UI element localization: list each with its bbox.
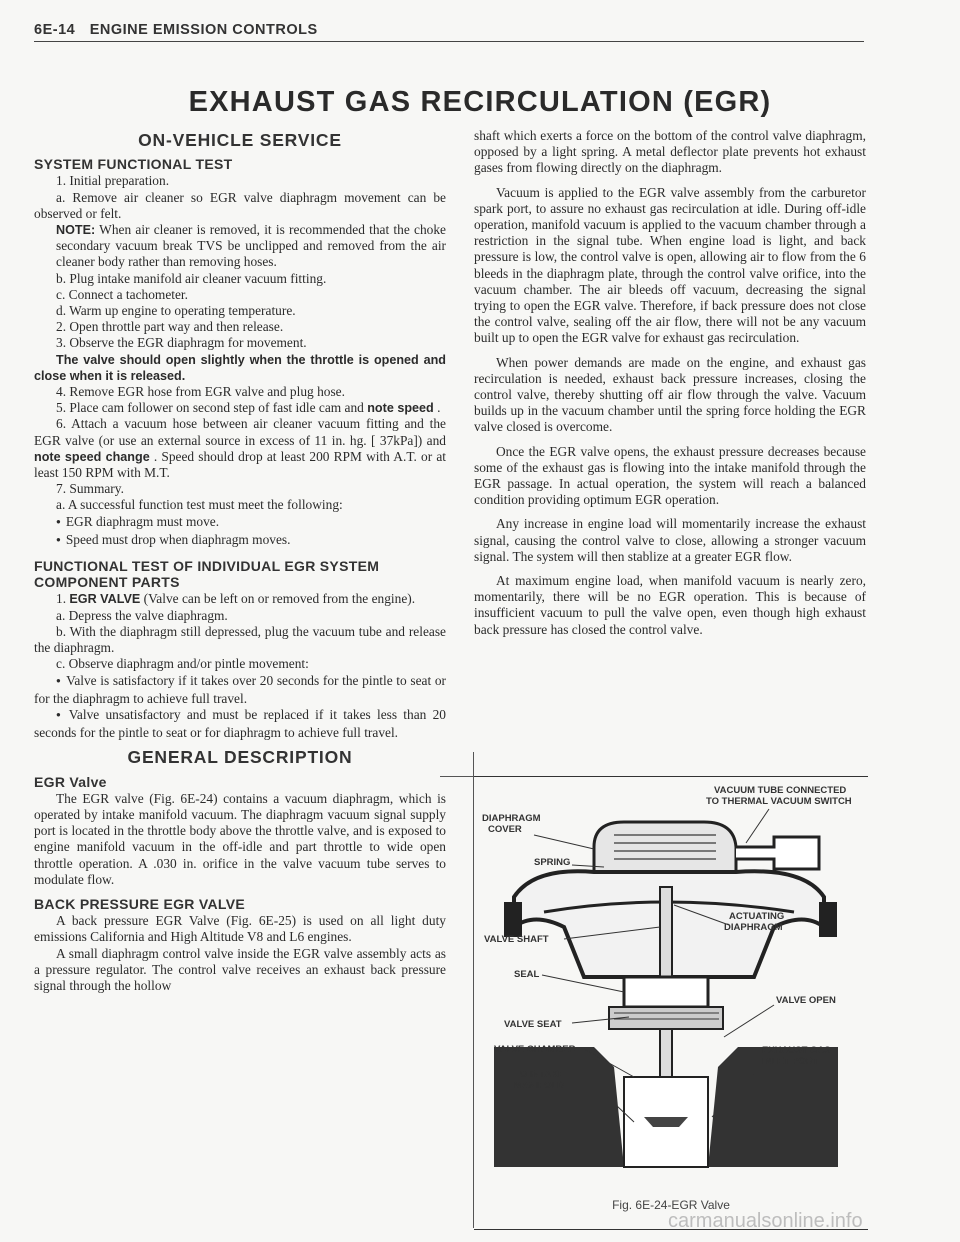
label-exhaust-1: EXHAUST GAS [762, 1045, 831, 1056]
label-valve-chamber: VALVE CHAMBER [494, 1044, 576, 1055]
heading-system-functional-test: SYSTEM FUNCTIONAL TEST [34, 156, 233, 173]
heading-egr-valve: EGR Valve [34, 773, 107, 790]
step-5-end: . [433, 400, 441, 416]
right-para-4: Once the EGR valve opens, the exhaust pressure decreases because some of the exhaust gas is flowing into the intake manifold through the EGR passage. In actual operation, the system will reach a balanced condition providing optimum EGR operation. [474, 443, 866, 508]
step-6-end: . Speed should drop at least 200 RPM with A.T. or at least 150 RPM with M.T. [34, 448, 446, 481]
test-c: c. Observe diaphragm and/or pintle movement: [56, 656, 309, 672]
bullet-satisfactory: ● Valve is satisfactory if it takes over 20 seconds for the pintle to seat or for the diaphragm to achieve full travel. [34, 673, 446, 707]
egr-valve-figure [474, 776, 868, 1230]
page-title: EXHAUST GAS RECIRCULATION (EGR) [188, 86, 772, 118]
note-speed: note speed [367, 401, 434, 416]
figure-divider-h [440, 776, 474, 777]
step-5 [34, 400, 446, 416]
step-4: 4. Remove EGR hose from EGR valve and plug hose. [56, 384, 345, 400]
note-label: NOTE: [56, 223, 96, 238]
step-6 [34, 416, 446, 481]
step-7: 7. Summary. [56, 481, 124, 497]
step-6-text: 6. Attach a vacuum hose between air cleaner vacuum fitting and the EGR valve (or use an external source in excess of 11 in. hg. [ 37kPa]) and [34, 416, 446, 448]
back-pressure-text-2: A small diaphragm control valve inside the EGR valve assembly acts as a pressure regulator. The control valve receives an exhaust back pressure signal through the hollow [34, 945, 446, 993]
heading-on-vehicle-service: ON-VEHICLE SERVICE [138, 130, 342, 150]
right-para-6: At maximum engine load, when manifold vacuum is nearly zero, momentarily, there will be no EGR operation. This is because of insufficient vacuum to pull the valve open, even though high exhaust back pressure has closed the control valve. [474, 573, 866, 637]
page-header [34, 22, 864, 42]
label-valve-shaft: VALVE SHAFT [484, 934, 549, 945]
right-para-3: When power demands are made on the engine, and exhaust gas recirculation is needed, exhaust back pressure increases, closing the control valve, thereby shutting off air flow through the valve. Vacuum builds up in the vacuum chamber until the spring force holding the EGR valve closed is overcome. [474, 354, 866, 435]
note-text: When air cleaner is removed, it is recommended that the choke secondary vacuum break TVS be unclipped and removed from the air cleaner body rather than removing hoses. [56, 222, 446, 270]
step-1: 1. Initial preparation. [56, 173, 170, 189]
step-3: 3. Observe the EGR diaphragm for movement. [56, 335, 307, 351]
label-diaphragm-cover-2: COVER [488, 824, 522, 835]
egr-test-text: (Valve can be left on or removed from the engine). [140, 591, 416, 607]
bullet-unsatisfactory: ● Valve unsatisfactory and must be replaced if it takes less than 20 seconds for the pintle to seat or for diaphragm to achieve full travel. [34, 707, 446, 741]
right-para-1: shaft which exerts a force on the bottom of the control valve diaphragm, opposed by a light spring. A metal deflector plate prevents hot exhaust gases from flowing directly on the diaphragm. [474, 128, 866, 176]
label-diaphragm-cover-1: DIAPHRAGM [482, 813, 541, 824]
step-1d: d. Warm up engine to operating temperature. [56, 303, 296, 319]
label-spring: SPRING [534, 857, 571, 868]
label-exhaust-2: INLET PORT [762, 1056, 819, 1067]
page-number: 6E-14 [34, 22, 76, 38]
egr-valve-test [34, 591, 446, 607]
egr-valve-label: EGR VALVE [69, 592, 141, 607]
step-5-text: 5. Place cam follower on second step of fast idle cam and [56, 400, 368, 416]
label-seal: SEAL [514, 969, 540, 980]
label-vacuum-tube-1: VACUUM TUBE CONNECTED [714, 785, 847, 796]
step-1c: c. Connect a tachometer. [56, 286, 188, 302]
right-para-5: Any increase in engine load will momentarily increase the exhaust signal, causing the control valve to close, allowing a stronger vacuum signal. The system will then stablize at a greater EGR flow. [474, 516, 866, 564]
step-2: 2. Open throttle part way and then release. [56, 319, 284, 335]
label-actuating-1: ACTUATING [729, 911, 785, 922]
egr-valve-description: The EGR valve (Fig. 6E-24) contains a vacuum diaphragm, which is operated by intake manifold vacuum. The diaphragm vacuum signal supply port is located in the throttle body above the throttle valve, and is exposed to engine manifold vacuum in the off-idle and part throttle to wide open throttle operation. A .030 in. orifice in the valve vacuum tube serves to modulate flow. [34, 790, 446, 887]
step-7a: a. A successful function test must meet the following: [56, 497, 343, 513]
figure-caption: Fig. 6E-24-EGR Valve [612, 1198, 730, 1212]
test-a: a. Depress the valve diaphragm. [56, 607, 228, 623]
label-actuating-2: DIAPHRAGM [724, 922, 783, 933]
heading-functional-test: FUNCTIONAL TEST OF INDIVIDUAL EGR SYSTEM COMPONENT PARTS [34, 558, 380, 591]
bullet-speed: ● Speed must drop when diaphragm moves. [34, 532, 446, 550]
right-column [474, 128, 866, 638]
left-column [34, 128, 446, 994]
heading-back-pressure: BACK PRESSURE EGR VALVE [34, 895, 245, 912]
section-title: ENGINE EMISSION CONTROLS [89, 22, 318, 38]
note-speed-change: note speed change [34, 449, 150, 464]
label-intake-1: TO INTAKE [514, 1069, 565, 1080]
label-valve-open: VALVE OPEN [776, 995, 836, 1006]
step-1b: b. Plug intake manifold air cleaner vacuum fitting. [56, 270, 327, 286]
label-intake-2: MANIFOLD [514, 1080, 565, 1091]
watermark: carmanualsonline.info [668, 1210, 863, 1232]
step-1a: a. Remove air cleaner so EGR valve diaphragm movement can be observed or felt. [34, 189, 446, 221]
label-vacuum-tube-2: TO THERMAL VACUUM SWITCH [706, 796, 852, 807]
test-b: b. With the diaphragm still depressed, plug the vacuum tube and release the diaphragm. [34, 623, 446, 656]
bullet-diaphragm: ● EGR diaphragm must move. [34, 514, 446, 532]
right-para-2: Vacuum is applied to the EGR valve assembly from the carburetor spark port, to assure no exhaust gas recirculation at idle. During off-idle operation, manifold vacuum is applied to the vacuum chamber through a restriction in the signal tube. When engine load is light, and back pressure is low, the control valve is open, allowing air to flow from the 6 bleeds in the diaphragm plate, through the control valve orifice, into the vacuum chamber. The air bleeds off vacuum, decreasing the signal trying to open the EGR valve. Therefore, if back pressure does not close the control valve, sealing off the air flow, there will not be any vacuum built up to open the EGR valve for exhaust gas recirculation. [474, 184, 866, 346]
label-valve-seat: VALVE SEAT [504, 1019, 562, 1030]
back-pressure-text-1: A back pressure EGR Valve (Fig. 6E-25) is used on all light duty emissions California and High Altitude V8 and L6 engines. [34, 913, 446, 945]
heading-general-description: GENERAL DESCRIPTION [127, 747, 353, 768]
valve-should-open: The valve should open slightly when the throttle is opened and close when it is released. [34, 352, 446, 383]
egr-test-num: 1. [56, 591, 70, 607]
note [34, 222, 446, 271]
egr-valve-diagram [474, 777, 868, 1197]
